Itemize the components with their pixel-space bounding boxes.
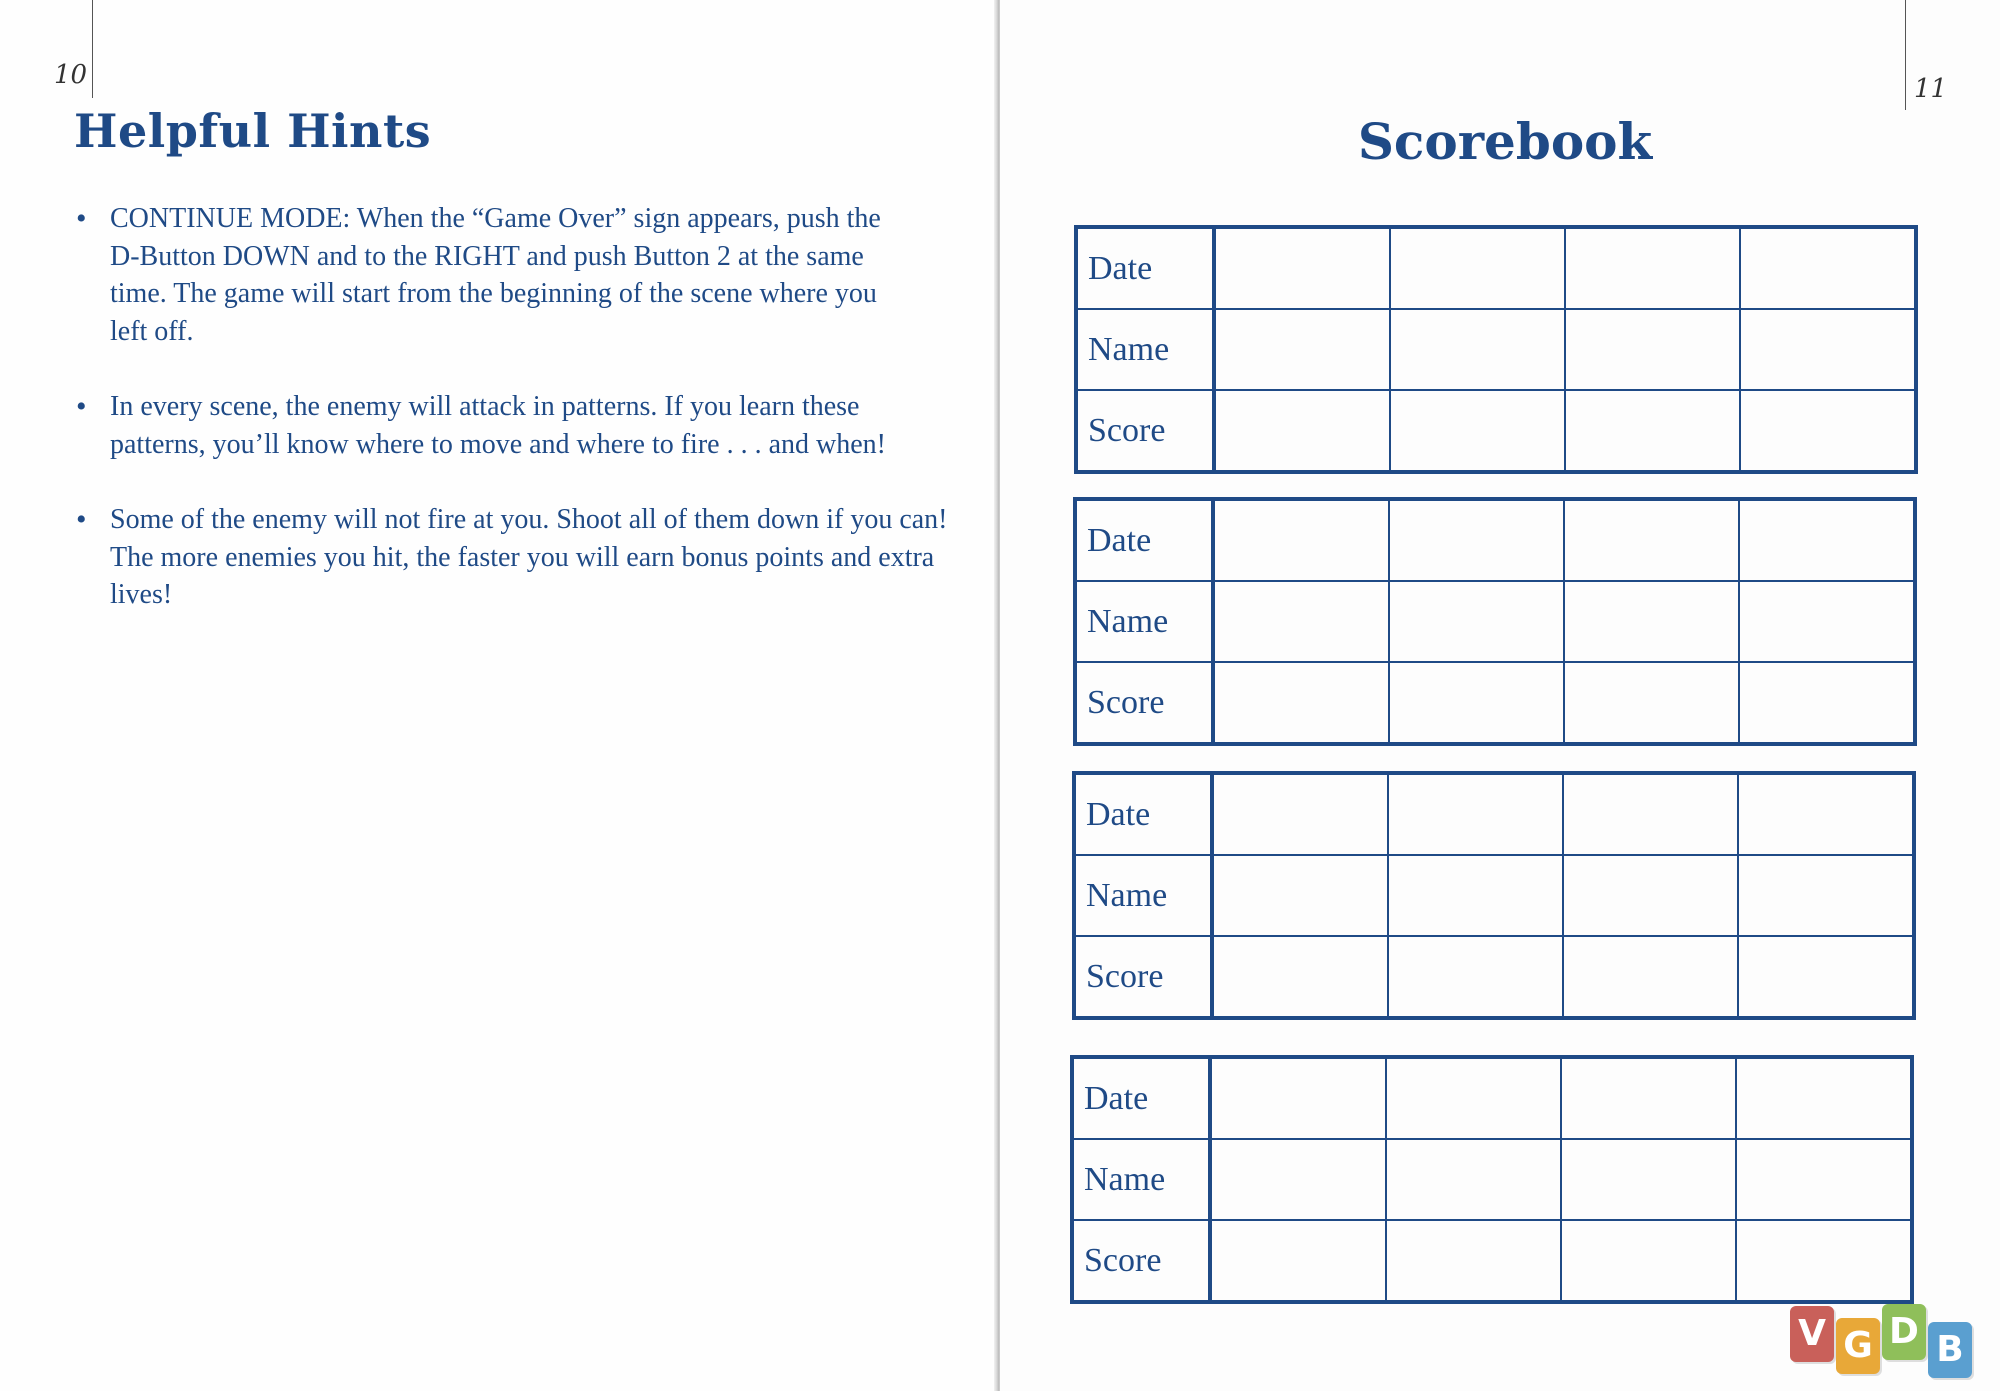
page-number-right: 11 <box>1914 74 1948 104</box>
entry-cell[interactable] <box>1212 855 1388 936</box>
logo-letter-b: B <box>1928 1322 1972 1378</box>
entry-cell[interactable] <box>1386 1220 1561 1302</box>
scorebook-title: Scorebook <box>1357 112 1653 171</box>
entry-cell[interactable] <box>1388 855 1563 936</box>
score-row-score <box>1072 1220 1912 1302</box>
entry-cell[interactable] <box>1740 227 1916 309</box>
entry-cell[interactable] <box>1738 855 1914 936</box>
score-row-score <box>1074 936 1914 1018</box>
entry-cell[interactable] <box>1739 662 1915 744</box>
entry-cell[interactable] <box>1739 499 1915 581</box>
score-row-name <box>1074 855 1914 936</box>
score-row-name <box>1075 581 1915 662</box>
row-label-score: Score <box>1074 936 1212 1018</box>
entry-cell[interactable] <box>1212 936 1388 1018</box>
entry-cell[interactable] <box>1389 662 1564 744</box>
score-row-date <box>1074 773 1914 855</box>
entry-cell[interactable] <box>1214 390 1390 472</box>
score-row-date <box>1076 227 1916 309</box>
score-row-score <box>1075 662 1915 744</box>
entry-cell[interactable] <box>1213 499 1389 581</box>
entry-cell[interactable] <box>1739 581 1915 662</box>
entry-cell[interactable] <box>1210 1220 1386 1302</box>
entry-cell[interactable] <box>1390 309 1565 390</box>
score-block <box>1070 1055 1914 1304</box>
entry-cell[interactable] <box>1563 855 1738 936</box>
hint-item-continue-mode: • CONTINUE MODE: When the “Game Over” sign appears, push the D-Button DOWN and to the RIGHT and push Button 2 at the same time. The game will start from the beginning of the scene where you left off. <box>72 200 910 350</box>
entry-cell[interactable] <box>1213 581 1389 662</box>
row-label-score: Score <box>1076 390 1214 472</box>
entry-cell[interactable] <box>1388 773 1563 855</box>
row-label-name: Name <box>1075 581 1213 662</box>
row-label-name: Name <box>1074 855 1212 936</box>
row-label-date: Date <box>1075 499 1213 581</box>
entry-cell[interactable] <box>1564 581 1739 662</box>
row-label-score: Score <box>1075 662 1213 744</box>
entry-cell[interactable] <box>1389 581 1564 662</box>
entry-cell[interactable] <box>1212 773 1388 855</box>
entry-cell[interactable] <box>1738 936 1914 1018</box>
entry-cell[interactable] <box>1388 936 1563 1018</box>
entry-cell[interactable] <box>1561 1139 1736 1220</box>
score-row-date <box>1072 1057 1912 1139</box>
page-title: Helpful Hints <box>74 104 432 158</box>
vgdb-watermark <box>1790 1302 1990 1382</box>
left-page <box>0 0 995 1391</box>
entry-cell[interactable] <box>1563 936 1738 1018</box>
row-label-name: Name <box>1076 309 1214 390</box>
entry-cell[interactable] <box>1210 1139 1386 1220</box>
hint-item-patterns: • In every scene, the enemy will attack in patterns. If you learn these patterns, you’ll know where to move and where to fire . . . and when! <box>72 388 910 463</box>
entry-cell[interactable] <box>1213 662 1389 744</box>
entry-cell[interactable] <box>1736 1220 1912 1302</box>
row-label-date: Date <box>1074 773 1212 855</box>
entry-cell[interactable] <box>1561 1057 1736 1139</box>
score-block <box>1072 771 1916 1020</box>
entry-cell[interactable] <box>1390 390 1565 472</box>
entry-cell[interactable] <box>1214 227 1390 309</box>
row-label-name: Name <box>1072 1139 1210 1220</box>
logo-letter-v: V <box>1790 1306 1834 1362</box>
entry-cell[interactable] <box>1386 1057 1561 1139</box>
crop-mark <box>1905 0 1906 110</box>
entry-cell[interactable] <box>1736 1057 1912 1139</box>
entry-cell[interactable] <box>1561 1220 1736 1302</box>
logo-letter-d: D <box>1882 1304 1926 1360</box>
entry-cell[interactable] <box>1565 390 1740 472</box>
hint-item-shoot-down: • Some of the enemy will not fire at you. Shoot all of them down if you can! The more enemies you hit, the faster you will earn bonus points and extra lives! <box>72 501 950 614</box>
score-row-name <box>1072 1139 1912 1220</box>
entry-cell[interactable] <box>1214 309 1390 390</box>
entry-cell[interactable] <box>1565 309 1740 390</box>
row-label-score: Score <box>1072 1220 1210 1302</box>
entry-cell[interactable] <box>1563 773 1738 855</box>
row-label-date: Date <box>1076 227 1214 309</box>
entry-cell[interactable] <box>1564 499 1739 581</box>
logo-letter-g: G <box>1836 1318 1880 1374</box>
entry-cell[interactable] <box>1390 227 1565 309</box>
score-row-name <box>1076 309 1916 390</box>
entry-cell[interactable] <box>1736 1139 1912 1220</box>
score-row-score <box>1076 390 1916 472</box>
score-block <box>1073 497 1917 746</box>
crop-mark <box>92 0 93 98</box>
entry-cell[interactable] <box>1389 499 1564 581</box>
row-label-date: Date <box>1072 1057 1210 1139</box>
entry-cell[interactable] <box>1738 773 1914 855</box>
right-page <box>1000 0 2000 1391</box>
score-row-date <box>1075 499 1915 581</box>
hints-list <box>72 200 948 652</box>
entry-cell[interactable] <box>1740 390 1916 472</box>
entry-cell[interactable] <box>1564 662 1739 744</box>
score-block <box>1074 225 1918 474</box>
entry-cell[interactable] <box>1565 227 1740 309</box>
entry-cell[interactable] <box>1386 1139 1561 1220</box>
entry-cell[interactable] <box>1210 1057 1386 1139</box>
page-number-left: 10 <box>54 60 88 90</box>
entry-cell[interactable] <box>1740 309 1916 390</box>
